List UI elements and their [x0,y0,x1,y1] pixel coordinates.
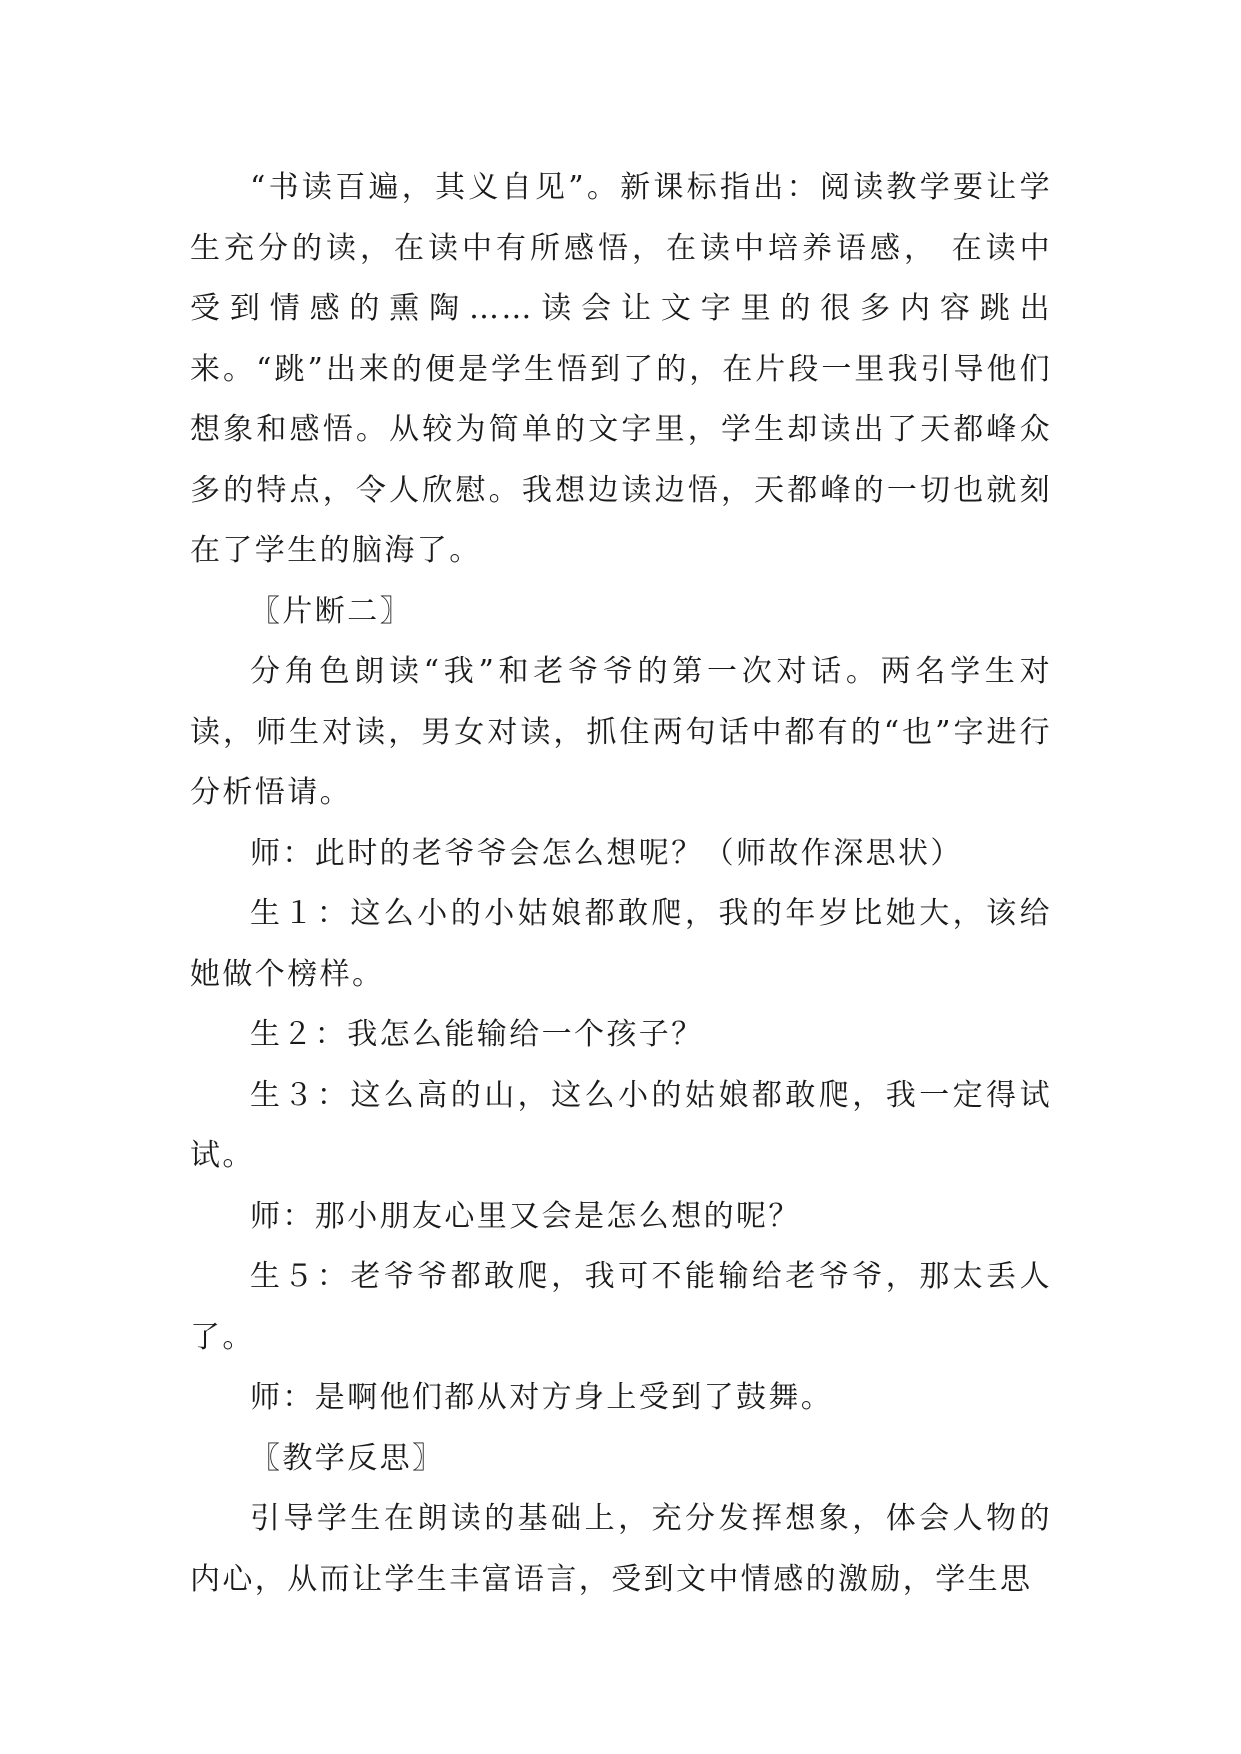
reading-reflection-paragraph: “书读百遍，其义自见”。新课标指出：阅读教学要让学生充分的读，在读中有所感悟，在读中培养语感， 在读中 受到情感的熏陶……读会让文字里的很多内容跳出来。“跳”出来的便是学生悟到了的，在片段一里我引导他们想象和感悟。从较为简单的文字里，学生却读出了天都峰众多的特点，令人欣慰。我想边读边悟，天都峰的一切也就刻在了学生的脑海了。 [190,170,1052,568]
dialogue-student-5: 生５：老爷爷都敢爬，我可不能输给老爷爷，那太丢人了。 [190,1259,1052,1355]
dialogue-teacher-question-1: 师：此时的老爷爷会怎么想呢？（师故作深思状） [250,835,963,871]
section-heading-teaching-reflection: 〖教学反思〗 [250,1440,445,1476]
dialogue-teacher-question-2: 师：那小朋友心里又会是怎么想的呢？ [250,1198,801,1234]
dialogue-teacher-summary: 师：是啊他们都从对方身上受到了鼓舞。 [250,1380,834,1415]
section-heading-fragment-two: 〖片断二〗 [250,593,412,629]
dialogue-student-3: 生３：这么高的山，这么小的姑娘都敢爬，我一定得试试。 [190,1077,1052,1173]
dialogue-student-1: 生１：这么小的小姑娘都敢爬，我的年岁比她大，该给她做个榜样。 [190,896,1052,992]
document-page [190,158,1052,1610]
teaching-reflection-paragraph: 引导学生在朗读的基础上，充分发挥想象，体会人物的内心，从而让学生丰富语言，受到文中情感的激励，学生思 [190,1501,1052,1597]
dialogue-student-2: 生２：我怎么能输给一个孩子？ [250,1017,704,1052]
role-reading-paragraph: 分角色朗读“我”和老爷爷的第一次对话。两名学生对读，师生对读，男女对读，抓住两句话中都有的“也”字进行分析悟请。 [190,654,1052,810]
